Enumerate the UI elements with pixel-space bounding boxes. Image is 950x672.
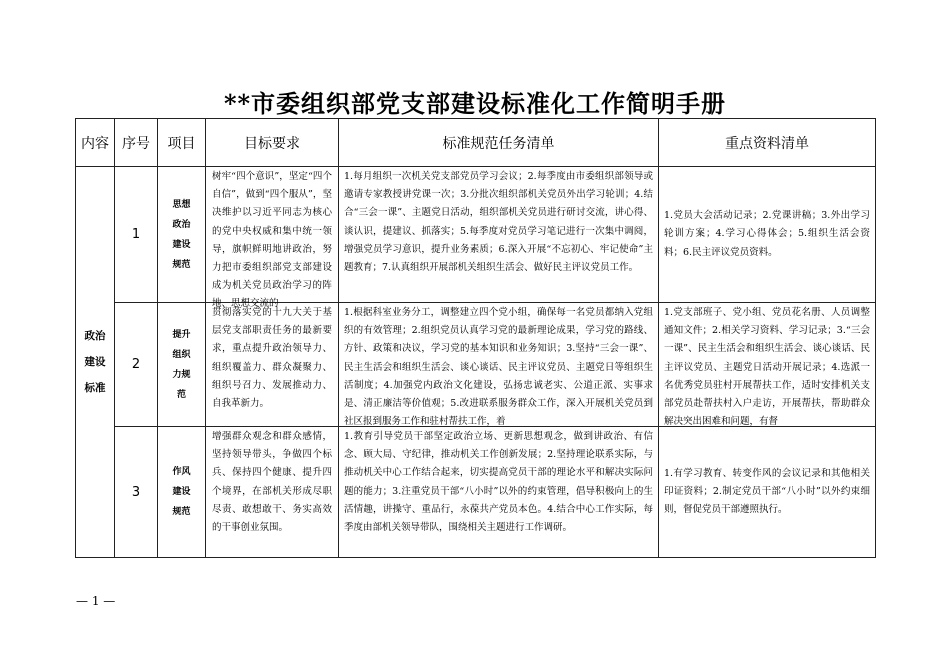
row-item: 提升 组织 力规 范 xyxy=(158,303,206,427)
header-item: 项目 xyxy=(158,119,206,167)
table-row xyxy=(76,167,876,303)
header-tasks: 标准规范任务清单 xyxy=(339,119,659,167)
row-number: 3 xyxy=(115,427,158,558)
row-materials: 1.有学习教育、转变作风的会议记录和其他相关印证资料；2.制定党员干部“八小时”以外约束细则，督促党员干部遵照执行。 xyxy=(664,467,870,516)
row-materials: 1.党员大会活动记录；2.党课讲稿；3.外出学习轮训方案；4.学习心得体会；5.组织生活会资料；6.民主评议党员资料。 xyxy=(664,210,870,258)
row-tasks: 1.每月组织一次机关党支部党员学习会议；2.每季度由市委组织部领导或邀请专家教授讲党课一次；3.分批次组织部机关党员外出学习轮训；4.结合“三会一课”、主题党日活动，组织部机关党员进行研讨交流，讲心得、谈认识，提建议、抓落实；5.每季度对党员学习笔记进行一次集中调阅，增强党员学习意识，提升业务素质；6.深入开展“不忘初心、牢记使命”主题教育；7.认真组织开展部机关组织生活会、做好民主评议党员工作。 xyxy=(344,171,653,274)
standards-table xyxy=(75,118,876,558)
page-number: — 1 — xyxy=(76,594,116,608)
row-goal: 贯彻落实党的十九大关于基层党支部职责任务的最新要求，重点提升政治领导力、组织覆盖力、群众凝聚力、组织号召力、发展推动力、自我革新力。 xyxy=(212,307,332,410)
row-number: 2 xyxy=(115,303,158,427)
header-number: 序号 xyxy=(115,119,158,167)
category-cell: 政治 建设 标准 xyxy=(76,167,115,558)
row-materials: 1.党支部班子、党小组、党员花名册、人员调整通知文件；2.相关学习资料、学习记录；3.“三会一课”、民主生活会和组织生活会、谈心谈话、民主评议党员、主题党日活动开展记录；4.选派一名优秀党员驻村开展帮扶工作，适时安排机关支部党员赴帮扶村入户走访，开展帮扶，帮助群众解决突出困难和问题，有督 xyxy=(664,307,870,428)
row-item: 作风 建设 规范 xyxy=(158,427,206,558)
row-item: 思想 政治 建设 规范 xyxy=(158,167,206,303)
row-number: 1 xyxy=(115,167,158,303)
row-tasks: 1.根据科室业务分工，调整建立四个党小组，确保每一名党员都纳入党组织的有效管理；2.组织党员认真学习党的最新理论成果，学习党的路线、方针、政策和决议，学习党的基本知识和业务知识；3.坚持“三会一课”、民主生活会和组织生活会、谈心谈话、民主评议党员、主题党日等组织生活制度；4.加强党内政治文化建设，弘扬忠诚老实、公道正派、实事求是、清正廉洁等价值观；5.改进联系服务群众工作，深入开展机关党员到社区报到服务工作和驻村帮扶工作，着 xyxy=(344,307,653,428)
header-goal: 目标要求 xyxy=(206,119,339,167)
row-tasks: 1.教育引导党员干部坚定政治立场、更新思想观念，做到讲政治、有信念、顾大局、守纪律，推动机关工作创新发展；2.坚持理论联系实际，与推动机关中心工作结合起来，切实提高党员干部的理论水平和解决实际问题的能力；3.注重党员干部“八小时”以外的约束管理，倡导积极向上的生活情趣，讲操守、重品行，永葆共产党员本色。4.结合中心工作实际，每季度由部机关领导带队，围绕相关主题进行工作调研。 xyxy=(344,431,653,534)
header-content: 内容 xyxy=(76,119,115,167)
table-row xyxy=(76,303,876,427)
page-title: **市委组织部党支部建设标准化工作简明手册 xyxy=(223,89,727,118)
table-header-row xyxy=(76,119,876,167)
table-row xyxy=(76,427,876,558)
row-goal: 增强群众观念和群众感情，坚持领导带头，争做四个标兵、保持四个健康、提升四个境界，在部机关形成尽职尽责、敢想敢干、务实高效的干事创业氛围。 xyxy=(212,431,332,534)
row-goal: 树牢“四个意识”，坚定“四个自信”，做到“四个服从”，坚决维护以习近平同志为核心的党中央权威和集中统一领导，旗帜鲜明地讲政治，努力把市委组织部党支部建设成为机关党员政治学习的阵地、思想交流的 xyxy=(212,171,332,310)
header-materials: 重点资料清单 xyxy=(659,119,876,167)
